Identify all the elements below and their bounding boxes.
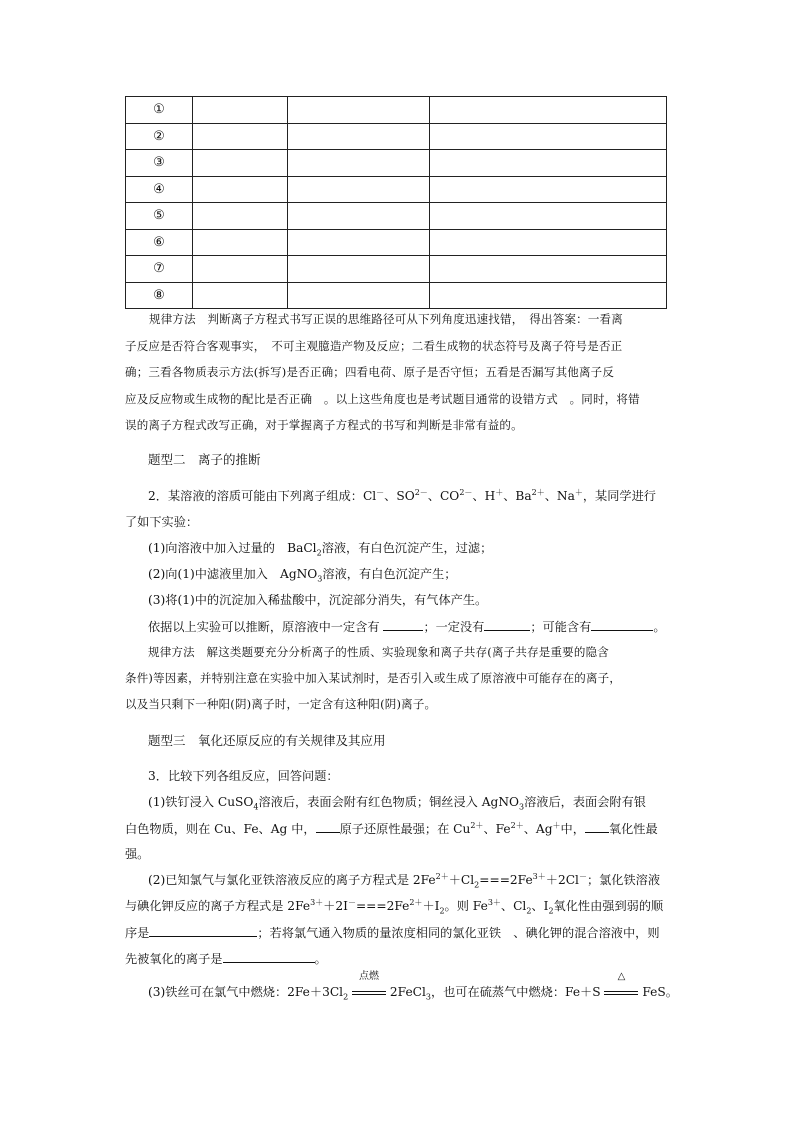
q3-part3-line1: (3)铁丝可在氯气中燃烧：$2Fe+3Cl_2$ 点燃 2FeCl$_3$，也可在硫蒸气中燃烧：Fe＋S △ FeS。 bbox=[148, 971, 678, 1002]
row-number: ⑦ bbox=[126, 256, 193, 283]
q3-intro: 3．比较下列各组反应，回答问题： bbox=[148, 769, 339, 783]
table-row bbox=[126, 123, 667, 150]
rule1-line5: 误的离子方程式改写正确，对于掌握离子方程式的书写和判断是非常有益的。 bbox=[125, 418, 523, 432]
answer-cell[interactable] bbox=[430, 123, 667, 150]
rule2-line2: 条件)等因素，并特别注意在实验中加入某试剂时，是否引入或生成了原溶液中可能存在的离子， bbox=[125, 671, 622, 685]
blank-strongest-oxidizer[interactable] bbox=[585, 820, 609, 833]
row-number: ① bbox=[126, 97, 193, 124]
answer-cell[interactable] bbox=[193, 97, 288, 124]
answer-cell[interactable] bbox=[430, 203, 667, 230]
answer-cell[interactable] bbox=[193, 150, 288, 177]
q2-step1: (1)向溶液中加入过量的 BaCl$_2$溶液，有白色沉淀产生，过滤； bbox=[148, 541, 493, 558]
answer-cell[interactable] bbox=[288, 176, 430, 203]
rule1-line1: 规律方法 判断离子方程式书写正误的思维路径可从下列角度迅速找错， 得出答案：一看离 bbox=[149, 312, 623, 326]
q3-part1-line2: 白色物质，则在 Cu、Fe、Ag 中， 原子还原性最强；在 $Cu^{2+}$、$Fe^{2+}$、Ag＋中， 氧化性最 bbox=[125, 820, 658, 836]
rule2-line3: 以及当只剩下一种阳(阴)离子时，一定含有这种阳(阴)离子。 bbox=[125, 697, 437, 711]
table-row bbox=[126, 229, 667, 256]
answer-cell[interactable] bbox=[430, 229, 667, 256]
q3-part2-line4: 先被氧化的离子是 。 bbox=[125, 952, 327, 966]
row-number: ⑧ bbox=[126, 282, 193, 309]
blank-must-not-contain[interactable] bbox=[484, 618, 530, 631]
blank-strongest-reducer[interactable] bbox=[316, 820, 340, 833]
q3-part2-line1: (2)已知氯气与氯化亚铁溶液反应的离子方程式是 $2Fe^{2+}+Cl_2===2Fe^{3+}+2Cl^-$；氯化铁溶液 bbox=[148, 871, 661, 890]
blank-first-oxidized[interactable] bbox=[223, 950, 315, 963]
section-title-type2: 题型二 离子的推断 bbox=[148, 452, 261, 467]
section-title-type3: 题型三 氧化还原反应的有关规律及其应用 bbox=[148, 733, 386, 748]
answer-cell[interactable] bbox=[430, 97, 667, 124]
table-row bbox=[126, 97, 667, 124]
answer-cell[interactable] bbox=[193, 176, 288, 203]
row-number: ⑥ bbox=[126, 229, 193, 256]
row-number: ② bbox=[126, 123, 193, 150]
answer-cell[interactable] bbox=[193, 123, 288, 150]
table-row bbox=[126, 203, 667, 230]
answer-cell[interactable] bbox=[430, 256, 667, 283]
rule1-line4: 应及反应物或生成物的配比是否正确 。以上这些角度也是考试题目通常的设错方式 。同时，将错 bbox=[125, 392, 640, 406]
answer-cell[interactable] bbox=[430, 150, 667, 177]
answer-cell[interactable] bbox=[193, 256, 288, 283]
answer-cell[interactable] bbox=[193, 229, 288, 256]
answer-cell[interactable] bbox=[288, 203, 430, 230]
answer-cell[interactable] bbox=[288, 123, 430, 150]
answer-cell[interactable] bbox=[288, 150, 430, 177]
q3-part2-line3: 序是 ；若将氯气通入物质的量浓度相同的氯化亚铁 、碘化钾的混合溶液中，则 bbox=[125, 926, 660, 940]
blank-must-contain[interactable] bbox=[383, 618, 423, 631]
blank-oxidizing-order[interactable] bbox=[149, 924, 257, 937]
condition-ignite: 点燃 bbox=[352, 984, 386, 1000]
answer-cell[interactable] bbox=[288, 97, 430, 124]
q2-step2: (2)向(1)中滤液里加入 AgNO$_3$溶液，有白色沉淀产生； bbox=[148, 567, 457, 584]
table-row bbox=[126, 282, 667, 309]
answer-table bbox=[125, 96, 667, 309]
answer-cell[interactable] bbox=[288, 282, 430, 309]
q2-step3: (3)将(1)中的沉淀加入稀盐酸中，沉淀部分消失，有气体产生。 bbox=[148, 593, 488, 607]
row-number: ④ bbox=[126, 176, 193, 203]
row-number: ③ bbox=[126, 150, 193, 177]
row-number: ⑤ bbox=[126, 203, 193, 230]
table-row bbox=[126, 150, 667, 177]
answer-cell[interactable] bbox=[193, 282, 288, 309]
rule1-line2: 子反应是否符合客观事实， 不可主观臆造产物及反应；二看生成物的状态符号及离子符号是否正 bbox=[125, 339, 623, 353]
q2-question: 依据以上实验可以推断，原溶液中一定含有 ；一定没有 ；可能含有 。 bbox=[148, 620, 666, 634]
answer-cell[interactable] bbox=[430, 176, 667, 203]
answer-cell[interactable] bbox=[193, 203, 288, 230]
q3-part2-line2: 与碘化钾反应的离子方程式是 $2Fe^{3+}+2I^-===2Fe^{2+}+I_2$。则 $Fe^{3+}$、$Cl_2$、$I_2$氧化性由强到弱的顺 bbox=[125, 897, 664, 916]
q2-line2: 了如下实验： bbox=[125, 515, 199, 529]
table-row bbox=[126, 176, 667, 203]
answer-cell[interactable] bbox=[288, 256, 430, 283]
answer-cell[interactable] bbox=[430, 282, 667, 309]
answer-cell[interactable] bbox=[288, 229, 430, 256]
condition-heat: △ bbox=[604, 984, 638, 1000]
q2-line1: 2．某溶液的溶质可能由下列离子组成：Cl－、$SO^{2-}$、$CO^{2-}$、H＋、$Ba^{2+}$、Na＋，某同学进行 bbox=[148, 487, 656, 503]
rule2-line1: 规律方法 解这类题要充分分析离子的性质、实验现象和离子共存(离子共存是重要的隐含 bbox=[148, 645, 609, 659]
rule1-line3: 确；三看各物质表示方法(拆写)是否正确；四看电荷、原子是否守恒；五看是否漏写其他离子反 bbox=[125, 365, 615, 379]
q3-part1-line3: 强。 bbox=[125, 847, 150, 861]
table-row bbox=[126, 256, 667, 283]
q3-part1-line1: (1)铁钉浸入 CuSO$_4$溶液后，表面会附有红色物质；铜丝浸入 AgNO$_3$溶液后，表面会附有银 bbox=[148, 795, 646, 812]
blank-may-contain[interactable] bbox=[591, 618, 653, 631]
